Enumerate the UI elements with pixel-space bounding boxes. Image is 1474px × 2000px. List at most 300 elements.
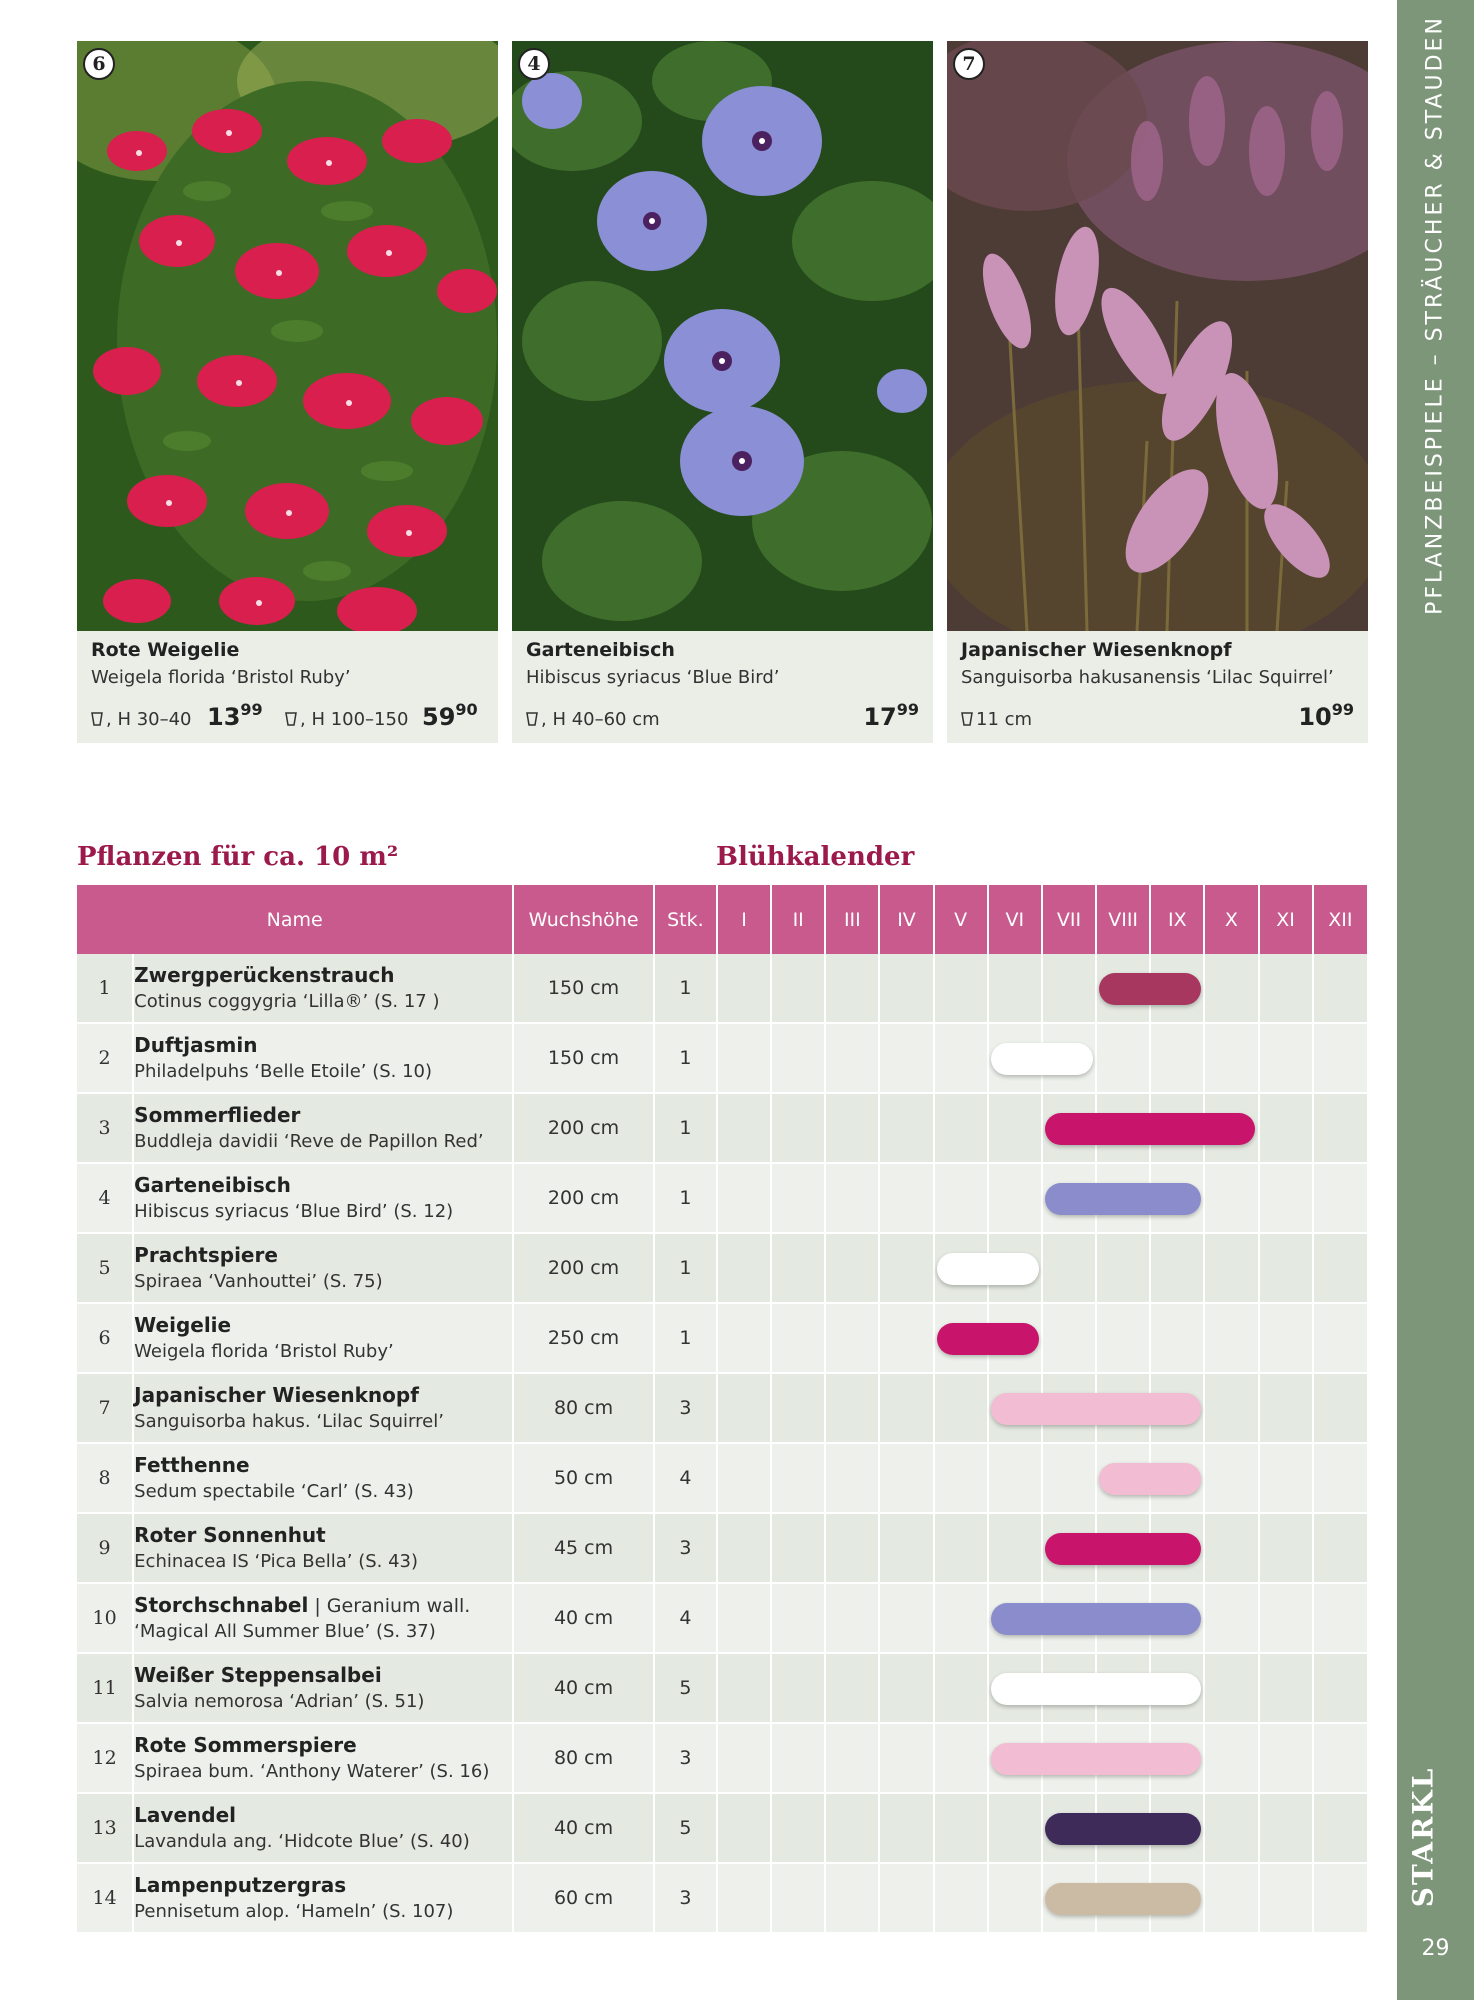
- month-cell: [717, 1723, 771, 1793]
- month-cell: [825, 1233, 879, 1303]
- table-row: [77, 1723, 1367, 1793]
- month-header: I: [717, 885, 771, 954]
- month-cell: [1096, 1443, 1150, 1513]
- month-header: VII: [1042, 885, 1096, 954]
- month-cell: [717, 1583, 771, 1653]
- month-cell: [717, 1373, 771, 1443]
- month-cell: [1096, 1023, 1150, 1093]
- product-price: $17^{99}$: [863, 700, 919, 731]
- plant-name: Lampenputzergras: [134, 1872, 347, 1897]
- month-cell: [1150, 1303, 1204, 1373]
- month-cell: [771, 1513, 825, 1583]
- plant-latin-name: Salvia nemorosa ‘Adrian’ (S. 51): [134, 1690, 425, 1712]
- month-cell: [934, 1723, 988, 1793]
- plant-name: Prachtspiere: [134, 1242, 278, 1267]
- plant-quantity: 1: [654, 1233, 717, 1303]
- month-cell: [1204, 1373, 1258, 1443]
- month-cell: [879, 954, 933, 1023]
- plant-height: 150 cm: [513, 954, 653, 1023]
- plant-height: 40 cm: [513, 1793, 653, 1863]
- month-cell: [1313, 1093, 1367, 1163]
- month-cell: [879, 1093, 933, 1163]
- product-latin-name: Weigela florida ‘Bristol Ruby’: [91, 667, 351, 688]
- month-cell: [1259, 1233, 1313, 1303]
- month-header: II: [771, 885, 825, 954]
- month-cell: [1042, 1863, 1096, 1933]
- table-row: [77, 1793, 1367, 1863]
- plant-name-cell: [133, 1093, 513, 1163]
- month-cell: [1096, 1303, 1150, 1373]
- bloom-period-bar: [1045, 1883, 1201, 1915]
- month-cell: [934, 1443, 988, 1513]
- table-row: [77, 1653, 1367, 1723]
- month-cell: [1313, 1163, 1367, 1233]
- plant-name-cell: [133, 1303, 513, 1373]
- plant-name-cell: [133, 1793, 513, 1863]
- plant-quantity: 3: [654, 1723, 717, 1793]
- product-latin-name: Sanguisorba hakusanensis ‘Lilac Squirrel’: [961, 667, 1334, 688]
- month-cell: [879, 1863, 933, 1933]
- month-cell: [717, 1443, 771, 1513]
- product-option-text: , H 40–60 cm: [541, 709, 660, 730]
- month-cell: [934, 1023, 988, 1093]
- month-cell: [1204, 1163, 1258, 1233]
- month-cell: [1259, 954, 1313, 1023]
- month-cell: [988, 1723, 1042, 1793]
- month-cell: [988, 1653, 1042, 1723]
- month-cell: [1313, 1303, 1367, 1373]
- calendar-title: Blühkalender: [716, 842, 915, 872]
- product-option-text: 11 cm: [976, 709, 1033, 730]
- plant-quantity: 5: [654, 1793, 717, 1863]
- plant-name-cell: [133, 1513, 513, 1583]
- month-cell: [1204, 1723, 1258, 1793]
- product-option-text: , H 30–40: [106, 709, 192, 730]
- month-cell: [717, 1863, 771, 1933]
- month-header: IX: [1150, 885, 1204, 954]
- bloom-period-bar: [1099, 1463, 1201, 1495]
- plant-quantity: 1: [654, 954, 717, 1023]
- month-cell: [1042, 1233, 1096, 1303]
- month-cell: [988, 1373, 1042, 1443]
- plant-name-cell: [133, 1373, 513, 1443]
- plant-name-cell: [133, 1023, 513, 1093]
- plant-height: 200 cm: [513, 1163, 653, 1233]
- plant-name-cell: [133, 1723, 513, 1793]
- product-common-name: Japanischer Wiesenknopf: [961, 639, 1232, 661]
- month-cell: [1204, 1023, 1258, 1093]
- plant-name: Japanischer Wiesenknopf: [134, 1382, 419, 1407]
- month-cell: [934, 1303, 988, 1373]
- table-row: [77, 1023, 1367, 1093]
- month-cell: [934, 1863, 988, 1933]
- product-option: [285, 709, 408, 730]
- month-cell: [988, 1163, 1042, 1233]
- month-cell: [934, 1653, 988, 1723]
- month-cell: [1204, 1513, 1258, 1583]
- month-cell: [879, 1793, 933, 1863]
- plant-name: Duftjasmin: [134, 1032, 258, 1057]
- month-header: IV: [879, 885, 933, 954]
- month-cell: [879, 1723, 933, 1793]
- plant-quantity: 3: [654, 1373, 717, 1443]
- bloom-period-bar: [1045, 1813, 1201, 1845]
- plant-table: [77, 885, 1367, 1934]
- month-cell: [988, 1443, 1042, 1513]
- bloom-period-bar: [1045, 1113, 1255, 1145]
- month-cell: [1150, 1023, 1204, 1093]
- product-latin-name: Hibiscus syriacus ‘Blue Bird’: [526, 667, 780, 688]
- table-row: [77, 1443, 1367, 1513]
- plant-latin-name: Buddleja davidii ‘Reve de Papillon Red’: [134, 1130, 484, 1152]
- row-number: 12: [77, 1723, 133, 1793]
- plant-quantity: 3: [654, 1513, 717, 1583]
- month-cell: [1259, 1863, 1313, 1933]
- month-cell: [1042, 1443, 1096, 1513]
- plant-height: 40 cm: [513, 1653, 653, 1723]
- page-number: 29: [1421, 1936, 1450, 1961]
- month-cell: [1313, 1863, 1367, 1933]
- product-option: [526, 709, 660, 730]
- month-cell: [717, 1093, 771, 1163]
- table-title: Pflanzen für ca. 10 m²: [77, 842, 399, 872]
- month-cell: [1259, 1023, 1313, 1093]
- month-cell: [879, 1583, 933, 1653]
- month-header: XII: [1313, 885, 1367, 954]
- month-cell: [879, 1513, 933, 1583]
- product-common-name: Rote Weigelie: [91, 639, 240, 661]
- month-cell: [988, 1513, 1042, 1583]
- month-cell: [988, 1793, 1042, 1863]
- table-row: [77, 954, 1367, 1023]
- plant-height: 80 cm: [513, 1373, 653, 1443]
- month-cell: [771, 1093, 825, 1163]
- month-cell: [825, 954, 879, 1023]
- bloom-period-bar: [1045, 1183, 1201, 1215]
- month-cell: [1313, 1723, 1367, 1793]
- month-cell: [1042, 1303, 1096, 1373]
- month-cell: [717, 954, 771, 1023]
- bloom-period-bar: [991, 1043, 1093, 1075]
- month-cell: [1259, 1653, 1313, 1723]
- table-row: [77, 1303, 1367, 1373]
- plant-quantity: 5: [654, 1653, 717, 1723]
- month-cell: [879, 1373, 933, 1443]
- month-cell: [717, 1513, 771, 1583]
- month-cell: [1042, 1163, 1096, 1233]
- month-cell: [771, 1443, 825, 1513]
- row-number: 6: [77, 1303, 133, 1373]
- month-cell: [825, 1093, 879, 1163]
- row-number: 8: [77, 1443, 133, 1513]
- month-cell: [1150, 1233, 1204, 1303]
- month-cell: [1313, 1793, 1367, 1863]
- table-row: [77, 1093, 1367, 1163]
- plant-quantity: 4: [654, 1583, 717, 1653]
- plant-latin-name: Cotinus coggygria ‘Lilla®’ (S. 17 ): [134, 990, 440, 1012]
- month-cell: [1259, 1723, 1313, 1793]
- month-cell: [879, 1303, 933, 1373]
- plant-name-cell: [133, 954, 513, 1023]
- month-cell: [1042, 1513, 1096, 1583]
- plant-height: 200 cm: [513, 1233, 653, 1303]
- plant-name-cell: [133, 1443, 513, 1513]
- month-cell: [717, 1303, 771, 1373]
- month-cell: [988, 954, 1042, 1023]
- month-cell: [825, 1023, 879, 1093]
- month-cell: [717, 1233, 771, 1303]
- month-cell: [1042, 954, 1096, 1023]
- month-header: V: [934, 885, 988, 954]
- plant-latin-name: Spiraea ‘Vanhouttei’ (S. 75): [134, 1270, 383, 1292]
- month-cell: [825, 1163, 879, 1233]
- plant-quantity: 1: [654, 1303, 717, 1373]
- plant-name: Rote Sommerspiere: [134, 1732, 357, 1757]
- month-cell: [988, 1863, 1042, 1933]
- month-cell: [825, 1373, 879, 1443]
- month-header: XI: [1259, 885, 1313, 954]
- month-header: III: [825, 885, 879, 954]
- table-row: [77, 1233, 1367, 1303]
- month-cell: [934, 1163, 988, 1233]
- month-cell: [879, 1233, 933, 1303]
- plant-quantity: 4: [654, 1443, 717, 1513]
- product-card-garteneibisch[interactable]: [512, 41, 933, 743]
- plant-name-cell: [133, 1653, 513, 1723]
- month-cell: [1042, 1093, 1096, 1163]
- month-cell: [717, 1023, 771, 1093]
- section-title: PFLANZBEISPIELE – STRÄUCHER & STAUDEN: [1422, 15, 1448, 615]
- column-header-qty: Stk.: [654, 885, 717, 954]
- month-cell: [1204, 1443, 1258, 1513]
- month-header: X: [1204, 885, 1258, 954]
- plant-latin-name: Philadelpuhs ‘Belle Etoile’ (S. 10): [134, 1060, 433, 1082]
- plant-name: Fetthenne: [134, 1452, 250, 1477]
- plant-latin-name: Pennisetum alop. ‘Hameln’ (S. 107): [134, 1900, 454, 1922]
- product-number-badge: 4: [518, 48, 550, 80]
- plant-name-cell: [133, 1583, 513, 1653]
- month-cell: [1204, 1653, 1258, 1723]
- plant-latin-name: Sanguisorba hakus. ‘Lilac Squirrel’: [134, 1410, 444, 1432]
- product-photo: [947, 41, 1368, 631]
- plant-height: 60 cm: [513, 1863, 653, 1933]
- bloom-period-bar: [1099, 973, 1201, 1005]
- month-cell: [879, 1443, 933, 1513]
- month-cell: [1204, 1303, 1258, 1373]
- bloom-period-bar: [991, 1393, 1201, 1425]
- product-card-wiesenknopf[interactable]: [947, 41, 1368, 743]
- month-header: VIII: [1096, 885, 1150, 954]
- product-option: [91, 709, 192, 730]
- month-cell: [771, 1163, 825, 1233]
- month-cell: [771, 1653, 825, 1723]
- brand-logo: STARKL: [1406, 1766, 1440, 1908]
- month-cell: [934, 1233, 988, 1303]
- table-row: [77, 1513, 1367, 1583]
- row-number: 3: [77, 1093, 133, 1163]
- month-cell: [1204, 1233, 1258, 1303]
- plant-quantity: 1: [654, 1023, 717, 1093]
- month-cell: [1096, 1233, 1150, 1303]
- table-row: [77, 1163, 1367, 1233]
- plant-name-cell: [133, 1163, 513, 1233]
- month-cell: [825, 1513, 879, 1583]
- month-cell: [825, 1653, 879, 1723]
- month-cell: [825, 1443, 879, 1513]
- plant-latin-name: ‘Magical All Summer Blue’ (S. 37): [134, 1620, 436, 1642]
- product-price: $10^{99}$: [1298, 700, 1354, 731]
- plant-height: 80 cm: [513, 1723, 653, 1793]
- plant-quantity: 1: [654, 1163, 717, 1233]
- row-number: 9: [77, 1513, 133, 1583]
- month-cell: [1313, 1443, 1367, 1513]
- month-cell: [879, 1653, 933, 1723]
- plant-quantity: 3: [654, 1863, 717, 1933]
- month-cell: [934, 1513, 988, 1583]
- month-cell: [1204, 1583, 1258, 1653]
- month-cell: [1204, 1863, 1258, 1933]
- product-number-badge: 7: [953, 48, 985, 80]
- table-row: [77, 1373, 1367, 1443]
- plant-height: 40 cm: [513, 1583, 653, 1653]
- month-cell: [1313, 1513, 1367, 1583]
- month-cell: [879, 1163, 933, 1233]
- product-number-badge: 6: [83, 48, 115, 80]
- plant-latin-name: Lavandula ang. ‘Hidcote Blue’ (S. 40): [134, 1830, 470, 1852]
- month-cell: [988, 1023, 1042, 1093]
- product-price: $13^{99}$: [207, 700, 263, 731]
- month-cell: [1204, 954, 1258, 1023]
- plant-name-cell: [133, 1863, 513, 1933]
- plant-latin-name: Sedum spectabile ‘Carl’ (S. 43): [134, 1480, 414, 1502]
- month-cell: [825, 1793, 879, 1863]
- row-number: 10: [77, 1583, 133, 1653]
- plant-name: Roter Sonnenhut: [134, 1522, 326, 1547]
- month-cell: [1259, 1793, 1313, 1863]
- product-card-weigelie[interactable]: [77, 41, 498, 743]
- month-cell: [771, 1793, 825, 1863]
- month-cell: [934, 954, 988, 1023]
- product-option-text: , H 100–150: [300, 709, 409, 730]
- plant-name: Lavendel: [134, 1802, 236, 1827]
- month-cell: [1313, 1023, 1367, 1093]
- month-cell: [1313, 954, 1367, 1023]
- month-cell: [1096, 954, 1150, 1023]
- row-number: 7: [77, 1373, 133, 1443]
- row-number: 5: [77, 1233, 133, 1303]
- month-cell: [771, 1303, 825, 1373]
- plant-height: 45 cm: [513, 1513, 653, 1583]
- pot-icon: [526, 712, 538, 726]
- table-row: [77, 1583, 1367, 1653]
- month-cell: [1259, 1303, 1313, 1373]
- row-number: 2: [77, 1023, 133, 1093]
- plant-latin-name: Hibiscus syriacus ‘Blue Bird’ (S. 12): [134, 1200, 454, 1222]
- pot-icon: [91, 712, 103, 726]
- plant-name-suffix: | Geranium wall.: [308, 1594, 471, 1617]
- plant-latin-name: Spiraea bum. ‘Anthony Waterer’ (S. 16): [134, 1760, 490, 1782]
- bloom-period-bar: [937, 1253, 1039, 1285]
- plant-latin-name: Weigela florida ‘Bristol Ruby’: [134, 1340, 394, 1362]
- month-cell: [1313, 1653, 1367, 1723]
- month-cell: [825, 1303, 879, 1373]
- row-number: 13: [77, 1793, 133, 1863]
- plant-height: 250 cm: [513, 1303, 653, 1373]
- month-cell: [771, 1023, 825, 1093]
- pot-icon: [961, 712, 973, 726]
- plant-latin-name: Echinacea IS ‘Pica Bella’ (S. 43): [134, 1550, 419, 1572]
- bloom-period-bar: [1045, 1533, 1201, 1565]
- product-option: [961, 709, 1032, 730]
- bloom-period-bar: [991, 1743, 1201, 1775]
- month-cell: [771, 1723, 825, 1793]
- plant-name: Weißer Steppensalbei: [134, 1662, 382, 1687]
- month-cell: [1313, 1233, 1367, 1303]
- product-common-name: Garteneibisch: [526, 639, 675, 661]
- plant-name-cell: [133, 1233, 513, 1303]
- bloom-period-bar: [991, 1603, 1201, 1635]
- plant-name: Storchschnabel: [134, 1592, 309, 1617]
- plant-quantity: 1: [654, 1093, 717, 1163]
- table-row: [77, 1863, 1367, 1933]
- month-cell: [1259, 1583, 1313, 1653]
- plant-name: Weigelie: [134, 1312, 232, 1337]
- row-number: 14: [77, 1863, 133, 1933]
- month-cell: [988, 1093, 1042, 1163]
- pot-icon: [285, 712, 297, 726]
- month-cell: [771, 1583, 825, 1653]
- plant-name: Zwergperückenstrauch: [134, 962, 395, 987]
- bloom-period-bar: [991, 1673, 1201, 1705]
- month-cell: [1042, 1793, 1096, 1863]
- month-cell: [1259, 1163, 1313, 1233]
- month-cell: [771, 1233, 825, 1303]
- row-number: 11: [77, 1653, 133, 1723]
- plant-height: 200 cm: [513, 1093, 653, 1163]
- month-cell: [717, 1793, 771, 1863]
- month-cell: [771, 1863, 825, 1933]
- month-cell: [717, 1653, 771, 1723]
- row-number: 1: [77, 954, 133, 1023]
- month-cell: [1259, 1093, 1313, 1163]
- column-header-name: Name: [77, 885, 513, 954]
- month-cell: [825, 1723, 879, 1793]
- month-cell: [1259, 1443, 1313, 1513]
- month-header: VI: [988, 885, 1042, 954]
- month-cell: [825, 1863, 879, 1933]
- month-cell: [879, 1023, 933, 1093]
- month-cell: [771, 1373, 825, 1443]
- plant-name: Garteneibisch: [134, 1172, 291, 1197]
- month-cell: [1259, 1373, 1313, 1443]
- plant-name: Sommerflieder: [134, 1102, 301, 1127]
- month-cell: [1259, 1513, 1313, 1583]
- plant-height: 150 cm: [513, 1023, 653, 1093]
- product-photo: [512, 41, 933, 631]
- row-number: 4: [77, 1163, 133, 1233]
- month-cell: [934, 1583, 988, 1653]
- product-price: $59^{90}$: [422, 700, 478, 731]
- table-header-row: [77, 885, 1367, 954]
- column-header-height: Wuchshöhe: [513, 885, 653, 954]
- product-photo: [77, 41, 498, 631]
- month-cell: [988, 1583, 1042, 1653]
- month-cell: [1313, 1373, 1367, 1443]
- month-cell: [825, 1583, 879, 1653]
- month-cell: [934, 1373, 988, 1443]
- month-cell: [771, 954, 825, 1023]
- bloom-period-bar: [937, 1323, 1039, 1355]
